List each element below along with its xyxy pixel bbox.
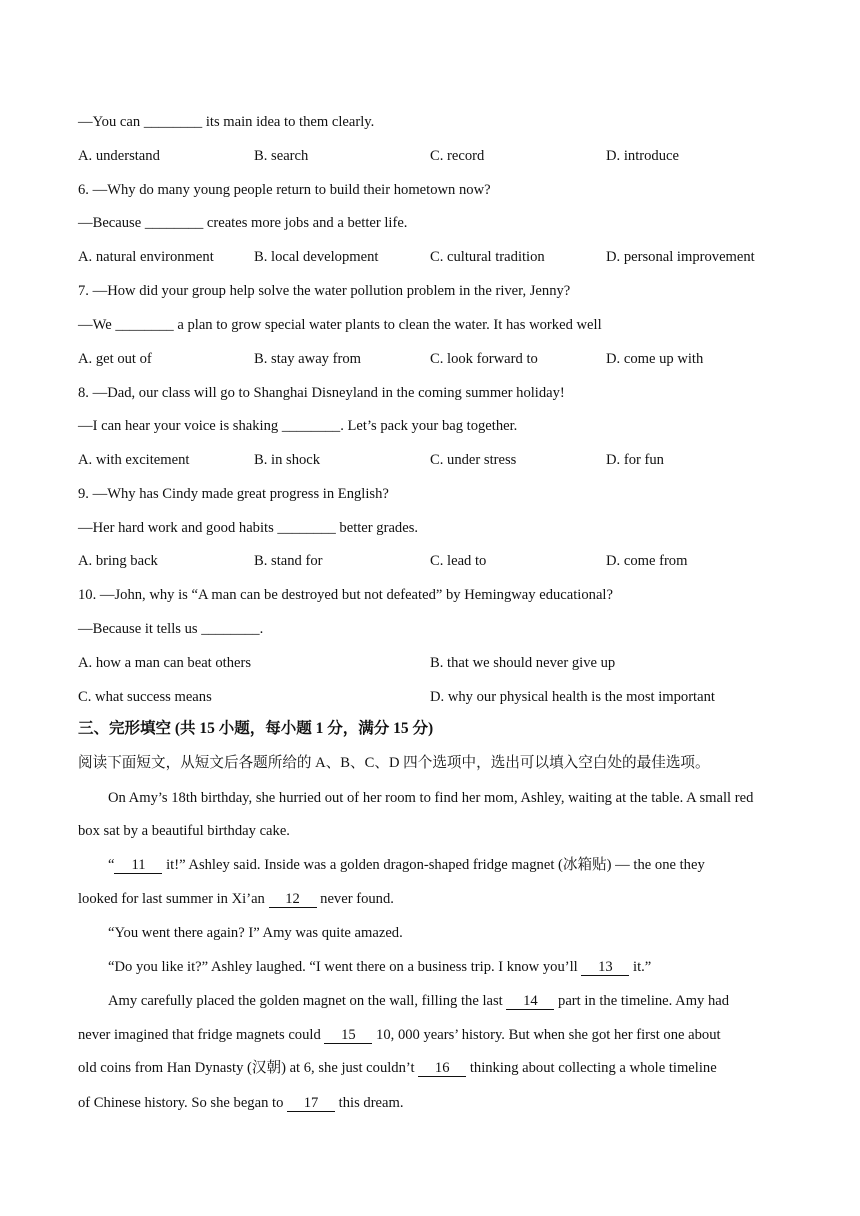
q7-options xyxy=(78,349,798,369)
option-a: A. how a man can beat others xyxy=(78,655,252,671)
q9-options xyxy=(78,551,798,571)
q10-options-row2 xyxy=(78,687,798,707)
option-b: B. stay away from xyxy=(254,351,361,367)
passage-line: Amy carefully placed the golden magnet on the wall, filling the last 14 part in the timeline. Amy had xyxy=(108,993,730,1009)
q9-answer-line: —Her hard work and good habits ________ better grades. xyxy=(78,520,419,536)
option-b: B. in shock xyxy=(254,452,321,468)
q6-answer-line: —Because ________ creates more jobs and a better life. xyxy=(78,215,408,231)
blank-15: 15 xyxy=(324,1027,372,1044)
option-d: D. for fun xyxy=(606,452,664,468)
option-b: B. that we should never give up xyxy=(430,655,616,671)
option-a: A. natural environment xyxy=(78,249,214,265)
passage-line: “Do you like it?” Ashley laughed. “I went there on a business trip. I know you’ll 13 it.” xyxy=(108,959,652,975)
q8-options xyxy=(78,450,798,470)
option-d: D. come from xyxy=(606,553,688,569)
blank-14: 14 xyxy=(506,993,554,1010)
blank-16: 16 xyxy=(418,1060,466,1077)
option-c: C. record xyxy=(430,148,485,164)
option-d: D. introduce xyxy=(606,148,679,164)
option-c: C. lead to xyxy=(430,553,487,569)
option-d: D. come up with xyxy=(606,351,704,367)
q5-options xyxy=(78,146,798,166)
section-heading: 三、完形填空 (共 15 小题，每小题 1 分，满分 15 分) xyxy=(78,720,434,737)
option-c: C. under stress xyxy=(430,452,517,468)
option-a: A. get out of xyxy=(78,351,152,367)
passage-line: of Chinese history. So she began to 17 this dream. xyxy=(78,1095,404,1111)
option-b: B. stand for xyxy=(254,553,323,569)
blank-13: 13 xyxy=(581,959,629,976)
section-instruction: 阅读下面短文，从短文后各题所给的 A、B、C、D 四个选项中，选出可以填入空白处的最佳选项。 xyxy=(78,755,710,771)
blank-17: 17 xyxy=(287,1095,335,1112)
q10-options-row1 xyxy=(78,653,798,673)
option-d: D. why our physical health is the most important xyxy=(430,689,715,705)
q7-question: 7. —How did your group help solve the water pollution problem in the river, Jenny? xyxy=(78,283,571,299)
q9-question: 9. —Why has Cindy made great progress in English? xyxy=(78,486,389,502)
passage-line: On Amy’s 18th birthday, she hurried out of her room to find her mom, Ashley, waiting at the table. A small red xyxy=(108,790,754,806)
option-c: C. what success means xyxy=(78,689,212,705)
passage-line: looked for last summer in Xi’an 12 never found. xyxy=(78,891,394,907)
option-c: C. cultural tradition xyxy=(430,249,545,265)
option-c: C. look forward to xyxy=(430,351,538,367)
passage-line: “ 11 it!” Ashley said. Inside was a golden dragon-shaped fridge magnet (冰箱贴) — the one they xyxy=(108,857,705,873)
q7-answer-line: —We ________ a plan to grow special water plants to clean the water. It has worked well xyxy=(78,317,602,333)
blank-11: 11 xyxy=(114,857,162,874)
option-b: B. local development xyxy=(254,249,379,265)
passage-line: old coins from Han Dynasty (汉朝) at 6, she just couldn’t 16 thinking about collecting a whole timeline xyxy=(78,1060,717,1076)
q8-question: 8. —Dad, our class will go to Shanghai Disneyland in the coming summer holiday! xyxy=(78,385,565,401)
passage-line: “You went there again? I” Amy was quite amazed. xyxy=(108,925,403,941)
option-a: A. understand xyxy=(78,148,160,164)
option-b: B. search xyxy=(254,148,309,164)
q8-answer-line: —I can hear your voice is shaking ________. Let’s pack your bag together. xyxy=(78,418,518,434)
blank-12: 12 xyxy=(269,891,317,908)
q6-options xyxy=(78,247,798,267)
option-a: A. with excitement xyxy=(78,452,190,468)
option-d: D. personal improvement xyxy=(606,249,755,265)
passage-line: never imagined that fridge magnets could 15 10, 000 years’ history. But when she got her first one about xyxy=(78,1027,721,1043)
passage-line: box sat by a beautiful birthday cake. xyxy=(78,823,290,839)
q6-question: 6. —Why do many young people return to build their hometown now? xyxy=(78,182,491,198)
option-a: A. bring back xyxy=(78,553,158,569)
q10-question: 10. —John, why is “A man can be destroyed but not defeated” by Hemingway educational? xyxy=(78,587,613,603)
q5-answer-line: —You can ________ its main idea to them clearly. xyxy=(78,114,375,130)
q10-answer-line: —Because it tells us ________. xyxy=(78,621,264,637)
